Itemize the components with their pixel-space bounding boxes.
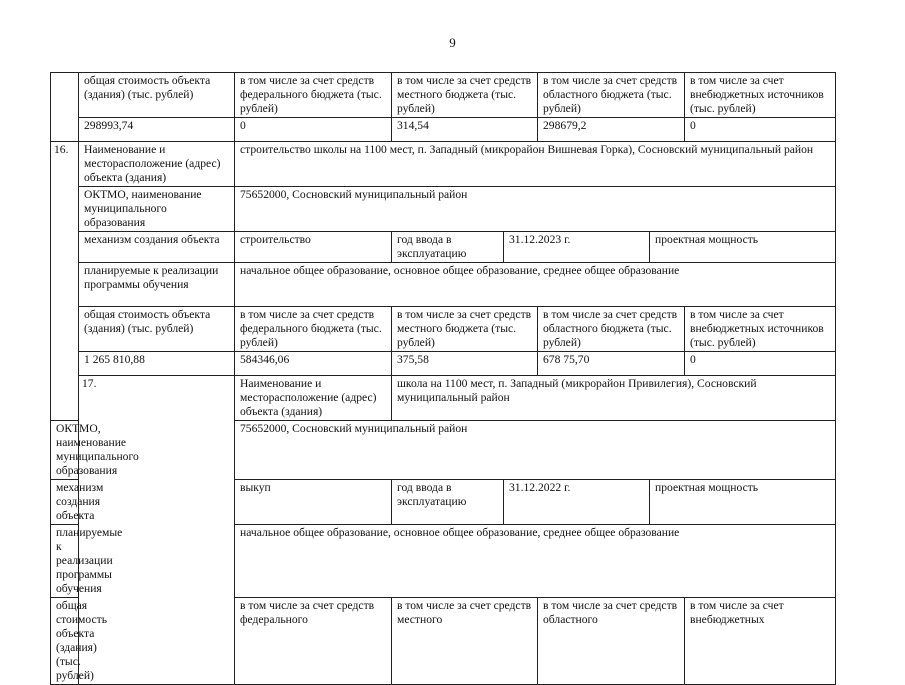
object-17-name-row: [51, 376, 836, 421]
year-value: 31.12.2022 г.: [504, 480, 650, 525]
object-name: строительство школы на 1100 мест, п. Западный (микрорайон Вишневая Горка), Сосновский муниципальный район: [235, 142, 836, 187]
programs-value: начальное общее образование, основное общее образование, среднее общее образование: [235, 263, 836, 307]
cost-label: общая стоимость объекта (здания) (тыс. рублей): [79, 307, 235, 352]
federal-label: в том числе за счет средств федерального: [235, 598, 392, 685]
object-name: школа на 1100 мест, п. Западный (микрорайон Привилегия), Сосновский муниципальный район: [392, 376, 836, 421]
object-16-cost-values-row: [51, 352, 836, 376]
regional-label: в том числе за счет средств областного бюджета (тыс. рублей): [538, 307, 685, 352]
extra-label: в том числе за счет внебюджетных: [685, 598, 836, 685]
object-16-programs-row: [51, 263, 836, 307]
total-cost-value: 1 265 810,88: [79, 352, 235, 376]
regional-label: в том числе за счет средств областного бюджета (тыс. рублей): [538, 73, 685, 118]
local-label: в том числе за счет средств местного бюджета (тыс. рублей): [392, 73, 538, 118]
programs-value: начальное общее образование, основное общее образование, среднее общее образование: [235, 525, 836, 598]
extra-label: в том числе за счет внебюджетных источников (тыс. рублей): [685, 307, 836, 352]
federal-label: в том числе за счет средств федерального бюджета (тыс. рублей): [235, 73, 392, 118]
capacity-label: проектная мощность: [650, 480, 836, 525]
cost-header-row: [51, 73, 836, 118]
local-value: 314,54: [392, 118, 538, 142]
regional-label: в том числе за счет средств областного: [538, 598, 685, 685]
oktmo-value: 75652000, Сосновский муниципальный район: [235, 187, 836, 232]
local-label: в том числе за счет средств местного: [392, 598, 538, 685]
objects-table: [50, 72, 836, 685]
year-value: 31.12.2023 г.: [504, 232, 650, 263]
object-number: 17.: [79, 376, 235, 685]
oktmo-label: ОКТМО, наименование муниципального образования: [51, 421, 79, 480]
name-label: Наименование и месторасположение (адрес) объекта (здания): [79, 142, 235, 187]
name-label: Наименование и месторасположение (адрес) объекта (здания): [235, 376, 392, 421]
cost-label: общая стоимость объекта (здания) (тыс. рублей): [51, 598, 79, 685]
mechanism-label: механизм создания объекта: [79, 232, 235, 263]
object-16-oktmo-row: [51, 187, 836, 232]
federal-value: 584346,06: [235, 352, 392, 376]
local-value: 375,58: [392, 352, 538, 376]
mechanism-value: строительство: [235, 232, 392, 263]
page-number: 9: [449, 35, 456, 50]
local-label: в том числе за счет средств местного бюджета (тыс. рублей): [392, 307, 538, 352]
federal-value: 0: [235, 118, 392, 142]
cost-label: общая стоимость объекта (здания) (тыс. рублей): [79, 73, 235, 118]
mechanism-label: механизм создания объекта: [51, 480, 79, 525]
programs-label: планируемые к реализации программы обучения: [51, 525, 79, 598]
oktmo-label: ОКТМО, наименование муниципального образования: [79, 187, 235, 232]
oktmo-value: 75652000, Сосновский муниципальный район: [235, 421, 836, 480]
year-label: год ввода в эксплуатацию: [392, 480, 504, 525]
object-16-cost-header-row: [51, 307, 836, 352]
number-cell: [51, 73, 79, 142]
object-16-mechanism-row: [51, 232, 836, 263]
regional-value: 298679,2: [538, 118, 685, 142]
object-16-name-row: [51, 142, 836, 187]
total-cost-value: 298993,74: [79, 118, 235, 142]
extra-value: 0: [685, 118, 836, 142]
federal-label: в том числе за счет средств федерального бюджета (тыс. рублей): [235, 307, 392, 352]
cost-values-row: [51, 118, 836, 142]
regional-value: 678 75,70: [538, 352, 685, 376]
programs-label: планируемые к реализации программы обучения: [79, 263, 235, 307]
extra-value: 0: [685, 352, 836, 376]
year-label: год ввода в эксплуатацию: [392, 232, 504, 263]
capacity-label: проектная мощность: [650, 232, 836, 263]
object-number: 16.: [51, 142, 79, 421]
extra-label: в том числе за счет внебюджетных источников (тыс. рублей): [685, 73, 836, 118]
mechanism-value: выкуп: [235, 480, 392, 525]
